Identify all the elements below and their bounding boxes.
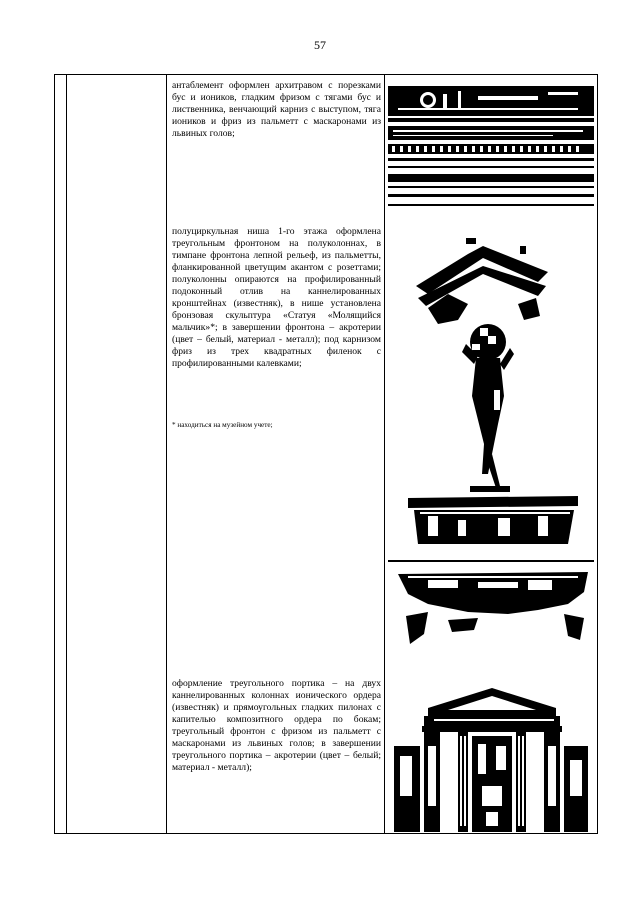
table-border-bottom — [54, 833, 598, 834]
page-number: 57 — [314, 38, 326, 52]
entablature-photo — [388, 82, 594, 214]
niche-sculpture-photo — [388, 224, 594, 664]
column-divider — [166, 74, 167, 834]
table-border-top — [54, 74, 598, 75]
column-divider — [384, 74, 385, 834]
row-3-description: оформление треугольного портика – на двух каннелированных колоннах ионического ордера (известняк) и прямоугольных гладких пилонах с капителью композитного ордера по бокам; треугольный фронтон с фризом из пальметт с маскаронами из львиных голов; в завершении треугольного портика – акротерии (цвет – белый; материал - металл); — [172, 678, 381, 773]
document-table — [54, 74, 598, 834]
row-1-description: антаблемент оформлен архитравом с порезками бус и иоников, гладким фризом с тягами бус и лиственника, венчающий карниз с выступом, тяга иоников и фриз из пальметт с маскаронами из львиных голов; — [172, 80, 381, 139]
portico-photo — [388, 686, 594, 832]
row-2-description: полуциркульная ниша 1-го этажа оформлена треугольным фронтоном на полуколоннах, в тимпане фронтона лепной рельеф, из пальметты, фланкированной цветущим акантом с розеттами; полуколонны опираются на профилированный подоконный отлив на каннелированных кронштейнах (известняк), в нише установлена бронзовая скульптура «Статуя «Молящийся мальчик»*; в завершении фронтона – акротерии (цвет – белый, материал - металл); под карнизом фриз из трех квадратных филенок с профилированными калевками; — [172, 226, 381, 369]
table-border-right — [597, 74, 598, 834]
row-2-footnote: * находиться на музейном учете; — [172, 421, 273, 429]
table-border-left — [54, 74, 55, 834]
column-divider — [66, 74, 67, 834]
